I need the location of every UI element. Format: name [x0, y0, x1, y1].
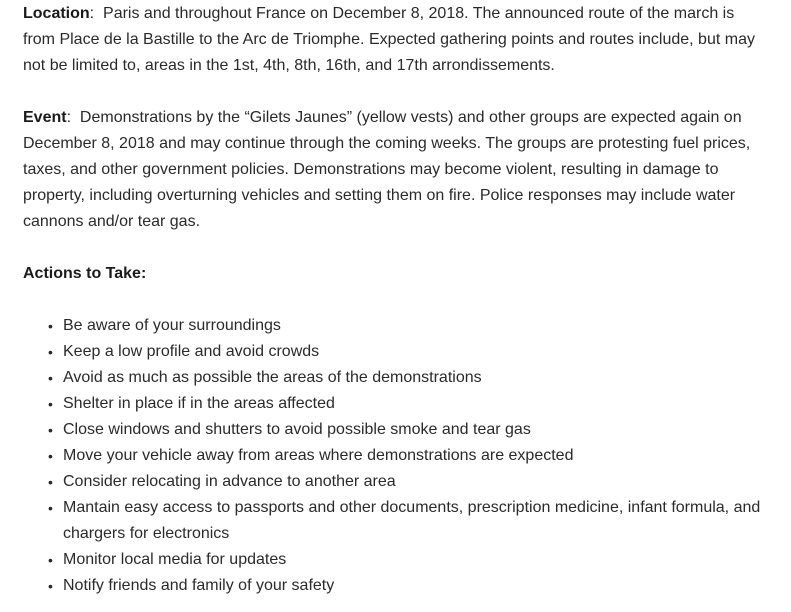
event-label: Event: [23, 109, 67, 126]
list-item-text: Monitor local media for updates: [63, 551, 287, 568]
bullet-icon: •: [48, 396, 53, 412]
actions-heading-paragraph: [23, 261, 769, 287]
list-item: [48, 313, 769, 339]
list-item: [48, 443, 769, 469]
location-text: Paris and throughout France on December 8, 2018. The announced route of the march is from Place de la Bastille to the Arc de Triomphe. Expected gathering points and routes include, but may not be limited to, areas in the 1st, 4th, 8th, 16th, and 17th arrondissements.: [23, 5, 755, 74]
list-item-text: Move your vehicle away from areas where demonstrations are expected: [63, 447, 574, 464]
actions-list: [23, 313, 769, 599]
bullet-icon: •: [48, 578, 53, 594]
location-label: Location: [23, 5, 90, 22]
event-paragraph: Event: Demonstrations by the “Gilets Jaunes” (yellow vests) and other groups are expected again on December 8, 2018 and may continue through the coming weeks. The groups are protesting fuel prices, taxes, and other government policies. Demonstrations may become violent, resulting in damage to property, including overturning vehicles and setting them on fire. Police responses may include water cannons and/or tear gas.: [23, 109, 751, 230]
bullet-icon: •: [48, 318, 53, 334]
list-item-text: Keep a low profile and avoid crowds: [63, 343, 320, 360]
list-item-text: Be aware of your surroundings: [63, 317, 281, 334]
bullet-icon: •: [48, 448, 53, 464]
list-item: [48, 365, 769, 391]
bullet-icon: •: [48, 500, 53, 516]
bullet-icon: •: [48, 344, 53, 360]
list-item-text: Consider relocating in advance to another area: [63, 473, 396, 490]
list-item: [48, 417, 769, 443]
list-item: [48, 469, 769, 495]
list-item-text: Mantain easy access to passports and other documents, prescription medicine, infant formula, and chargers for electronics: [63, 499, 761, 542]
list-item: [48, 495, 769, 547]
actions-heading: Actions to Take:: [23, 265, 147, 282]
list-item-text: Avoid as much as possible the areas of the demonstrations: [63, 369, 482, 386]
location-paragraph: Location: Paris and throughout France on December 8, 2018. The announced route of the march is from Place de la Bastille to the Arc de Triomphe. Expected gathering points and routes include, but may not be limited to, areas in the 1st, 4th, 8th, 16th, and 17th arrondissements.: [23, 5, 755, 74]
bullet-icon: •: [48, 474, 53, 490]
event-text: Demonstrations by the “Gilets Jaunes” (yellow vests) and other groups are expected again on December 8, 2018 and may continue through the coming weeks. The groups are protesting fuel prices, taxes, and other government policies. Demonstrations may become violent, resulting in damage to property, including overturning vehicles and setting them on fire. Police responses may include water cannons and/or tear gas.: [23, 109, 751, 230]
list-item: [48, 339, 769, 365]
list-item: [48, 573, 769, 599]
list-item: [48, 391, 769, 417]
bullet-icon: •: [48, 422, 53, 438]
bullet-icon: •: [48, 370, 53, 386]
alert-content: [0, 1, 791, 599]
list-item-text: Notify friends and family of your safety: [63, 577, 335, 594]
list-item: [48, 547, 769, 573]
list-item-text: Shelter in place if in the areas affected: [63, 395, 335, 412]
list-item-text: Close windows and shutters to avoid possible smoke and tear gas: [63, 421, 531, 438]
bullet-icon: •: [48, 552, 53, 568]
